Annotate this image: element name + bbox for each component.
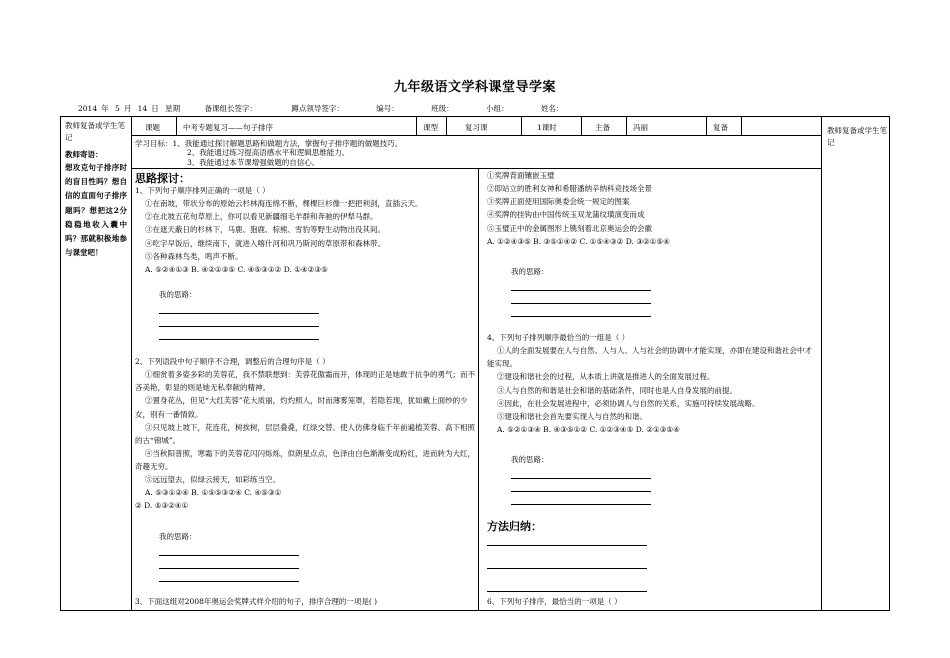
answer-line[interactable] xyxy=(159,556,299,569)
meta-number-label: 编号： xyxy=(376,104,399,113)
answer-line[interactable] xyxy=(511,291,651,304)
divider xyxy=(131,117,132,610)
meta-preparer-label: 备课组长签字： xyxy=(204,104,257,113)
question-item: ①人的全面发展要在人与自然、人与人、人与社会的协调中才能实现，亦即在建设和谐社会中才能实现。 xyxy=(487,346,812,369)
question-item: ④吃字早饭后，继续南下，就进入喀什河和巩乃斯河的草原带和森林带。 xyxy=(145,238,385,248)
question-item: ①细赏着多姿多彩的芙蓉花，我不禁联想到：芙蓉花傲霜而开，体现的正是她敢于抗争的勇气；而不吝美艳，彰显的则是她无私奉献的精神。 xyxy=(135,370,475,393)
question-item: ③奖牌正面使用国际奥委会统一规定的图案 xyxy=(487,197,630,207)
divider xyxy=(741,117,742,135)
thinking-area-2 xyxy=(159,530,299,582)
thinking-label: 我的思路： xyxy=(511,455,549,464)
answer-line[interactable] xyxy=(159,327,319,340)
question-item: ④因此，在社会发展进程中，必须协调人与自然的关系，实施可持续发展战略。 xyxy=(497,398,760,408)
method-answer-area xyxy=(487,533,647,592)
divider xyxy=(446,117,447,135)
answer-line[interactable] xyxy=(511,492,651,505)
goals-label: 学习目标： xyxy=(135,139,173,148)
question-1 xyxy=(135,184,475,276)
divider xyxy=(176,117,177,135)
goal-item: 3、我能通过本节课增强做题的自信心。 xyxy=(187,157,320,167)
answer-line[interactable] xyxy=(511,479,651,492)
lead-value: 冯丽 xyxy=(633,123,648,132)
question-options: A. ⑤②①③④ B. ④③⑤①② C. ①②③④⑤ D. ②①③⑤④ xyxy=(497,424,680,434)
question-item: ⑤各种森林鸟类，鸣声不断。 xyxy=(145,251,243,261)
answer-line[interactable] xyxy=(487,579,647,592)
divider xyxy=(821,117,822,610)
divider xyxy=(478,168,479,610)
answer-line[interactable] xyxy=(487,556,647,569)
answer-line[interactable] xyxy=(511,466,651,479)
answer-line[interactable] xyxy=(159,569,299,582)
question-3-items xyxy=(487,169,819,248)
question-stem: 6、下列句子排序，最恰当的一项是（ ） xyxy=(487,597,622,606)
meta-weekday-label: 星期 xyxy=(165,104,181,113)
worksheet-table xyxy=(60,116,890,611)
question-stem: 2、下列语段中句子顺序不合理，调整后的合理句序是（ ） xyxy=(135,357,330,366)
question-4 xyxy=(487,331,819,436)
question-item: ⑤远远望去，似绿云接天，如彩练当空。 xyxy=(145,475,280,485)
divider xyxy=(131,135,821,136)
question-item: ③在遮天蔽日的杉林下，马鹿、狍鹿、棕熊、雪豹等野生动物出没其间。 xyxy=(145,225,385,235)
question-2 xyxy=(135,355,475,513)
question-options: A. ①②④③⑤ B. ③⑤①④② C. ①⑤④③② D. ③②①⑤④ xyxy=(487,236,670,246)
hours-value: 1课时 xyxy=(537,123,557,132)
goal-item: 1、我能通过探讨解题思路和做题方法，掌握句子排序题的做题技巧。 xyxy=(172,139,403,148)
question-item: ④奖牌的挂钩由中国传统玉双龙蒲纹璜演变而成 xyxy=(487,210,645,220)
answer-line[interactable] xyxy=(511,278,651,291)
question-item: ②在北坡五花旬草原上，你可以看见新疆细毛羊群和奔驰的伊犁马群。 xyxy=(145,212,378,222)
divider xyxy=(521,117,522,135)
type-value: 复习课 xyxy=(465,123,488,132)
divider xyxy=(706,117,707,135)
meta-day: 14 xyxy=(137,104,148,113)
question-item: ②建设和谐社会的过程，从本质上讲就是推进人的全面发展过程。 xyxy=(497,372,715,382)
section-heading-method: 方法归纳： xyxy=(487,520,542,533)
question-options: ② D. ⑤③②④① xyxy=(135,501,189,511)
meta-month-unit: 月 xyxy=(123,104,132,113)
question-stem: 4、下列句子排列顺序最恰当的一组是（ ） xyxy=(487,333,630,342)
question-item: ③只见坡上坡下，花连花，树挨树，层层叠叠，红绿交替。使人仿佛身临千年前遍植芙蓉、高下相照的古“锦城”。 xyxy=(135,422,475,445)
question-stem: 1、下列句子顺序排列正确的一项是（ ） xyxy=(135,186,270,195)
question-item: ①在南坡，带状分布的原始云杉林海连绵不断，棵棵巨杉像一把把利剑，直插云天。 xyxy=(145,199,423,209)
left-notes-column xyxy=(61,117,131,264)
question-stem: 3、下面这组对2008年奥运会奖牌式样介绍的句子，排序合理的一项是( ) xyxy=(135,597,378,606)
thinking-area-1 xyxy=(159,288,319,340)
question-item: ⑤建设和谐社会首先要实现人与自然的和谐。 xyxy=(497,411,647,421)
teacher-message-label: 教师寄语： xyxy=(65,150,103,160)
answer-line[interactable] xyxy=(487,533,647,546)
left-note-label: 教师复备或学生笔记 xyxy=(65,121,125,142)
question-3 xyxy=(135,595,475,608)
answer-line[interactable] xyxy=(159,301,319,314)
divider xyxy=(626,117,627,135)
topic-label: 课题 xyxy=(145,123,160,132)
meta-year: 2014 xyxy=(78,104,98,113)
question-item: ④当秋阳普照，寒霜下的芙蓉花闪闪烁烁，似朗星点点，色泽由白色渐渐变成粉红，进而转为大红，奇趣无穷。 xyxy=(135,448,475,471)
teacher-message: 想攻克句子排序时的盲目性吗？想自信的直面句子排序题吗？想把这2分稳稳地收入囊中吗？那就积极地参与课堂吧！ xyxy=(65,162,127,258)
question-item: ⑤玉璧正中的金属图形上镌刻着北京奥运会的会徽 xyxy=(487,223,652,233)
section-heading-thinking: 思路探讨： xyxy=(135,172,190,185)
learning-goals xyxy=(135,139,825,167)
meta-name-label: 姓名： xyxy=(540,104,564,113)
header-meta-line xyxy=(78,103,567,114)
question-options: A. ⑤②④①③ B. ④②①③⑤ C. ④⑤③①② D. ①④②③⑤ xyxy=(145,264,328,274)
question-6 xyxy=(487,595,819,608)
meta-leader-label: 蹲点领导签字： xyxy=(291,104,344,113)
goal-item: 2、我能通过练习提高语感水平和逻辑思维能力。 xyxy=(187,148,350,158)
meta-month: 5 xyxy=(114,104,120,113)
meta-day-unit: 日 xyxy=(151,104,159,113)
question-item: ③人与自然的和谐是社会和谐的基础条件，同时也是人自身发展的前提。 xyxy=(497,385,737,395)
topic-value: 中考专题复习——句子排序 xyxy=(183,123,273,132)
thinking-label: 我的思路： xyxy=(159,532,197,541)
answer-line[interactable] xyxy=(511,304,651,317)
question-item: ②即站立的胜利女神和希腊潘纳辛纳科竞技场全景 xyxy=(487,184,652,194)
thinking-area-4 xyxy=(511,453,651,505)
meta-class-label: 班级： xyxy=(431,104,454,113)
review-label: 复备 xyxy=(713,123,728,132)
lead-label: 主备 xyxy=(595,123,610,132)
answer-line[interactable] xyxy=(159,314,319,327)
divider xyxy=(416,117,417,135)
meta-group-label: 小组： xyxy=(486,104,509,113)
document-title: 九年级语文学科课堂导学案 xyxy=(393,80,556,95)
question-options: A. ⑤③①②④ B. ①⑤⑤③②④ C. ④⑤③① xyxy=(145,488,282,498)
thinking-label: 我的思路： xyxy=(159,290,197,299)
type-label: 课型 xyxy=(423,123,438,132)
question-item: ②置身花丛，但见“大红芙蓉”花大质丽，灼灼照人，时而薄雾笼罩，若隐若现，犹如戴上面纱的少女，别有一番情致。 xyxy=(135,396,468,419)
thinking-label: 我的思路： xyxy=(511,267,549,276)
thinking-area-3 xyxy=(511,265,651,317)
question-item: ①奖牌背面镶嵌玉璧 xyxy=(487,171,555,180)
right-note-label: 教师复备或学生笔记 xyxy=(827,126,887,147)
answer-line[interactable] xyxy=(159,543,299,556)
divider xyxy=(581,117,582,135)
meta-year-unit: 年 xyxy=(101,104,109,113)
